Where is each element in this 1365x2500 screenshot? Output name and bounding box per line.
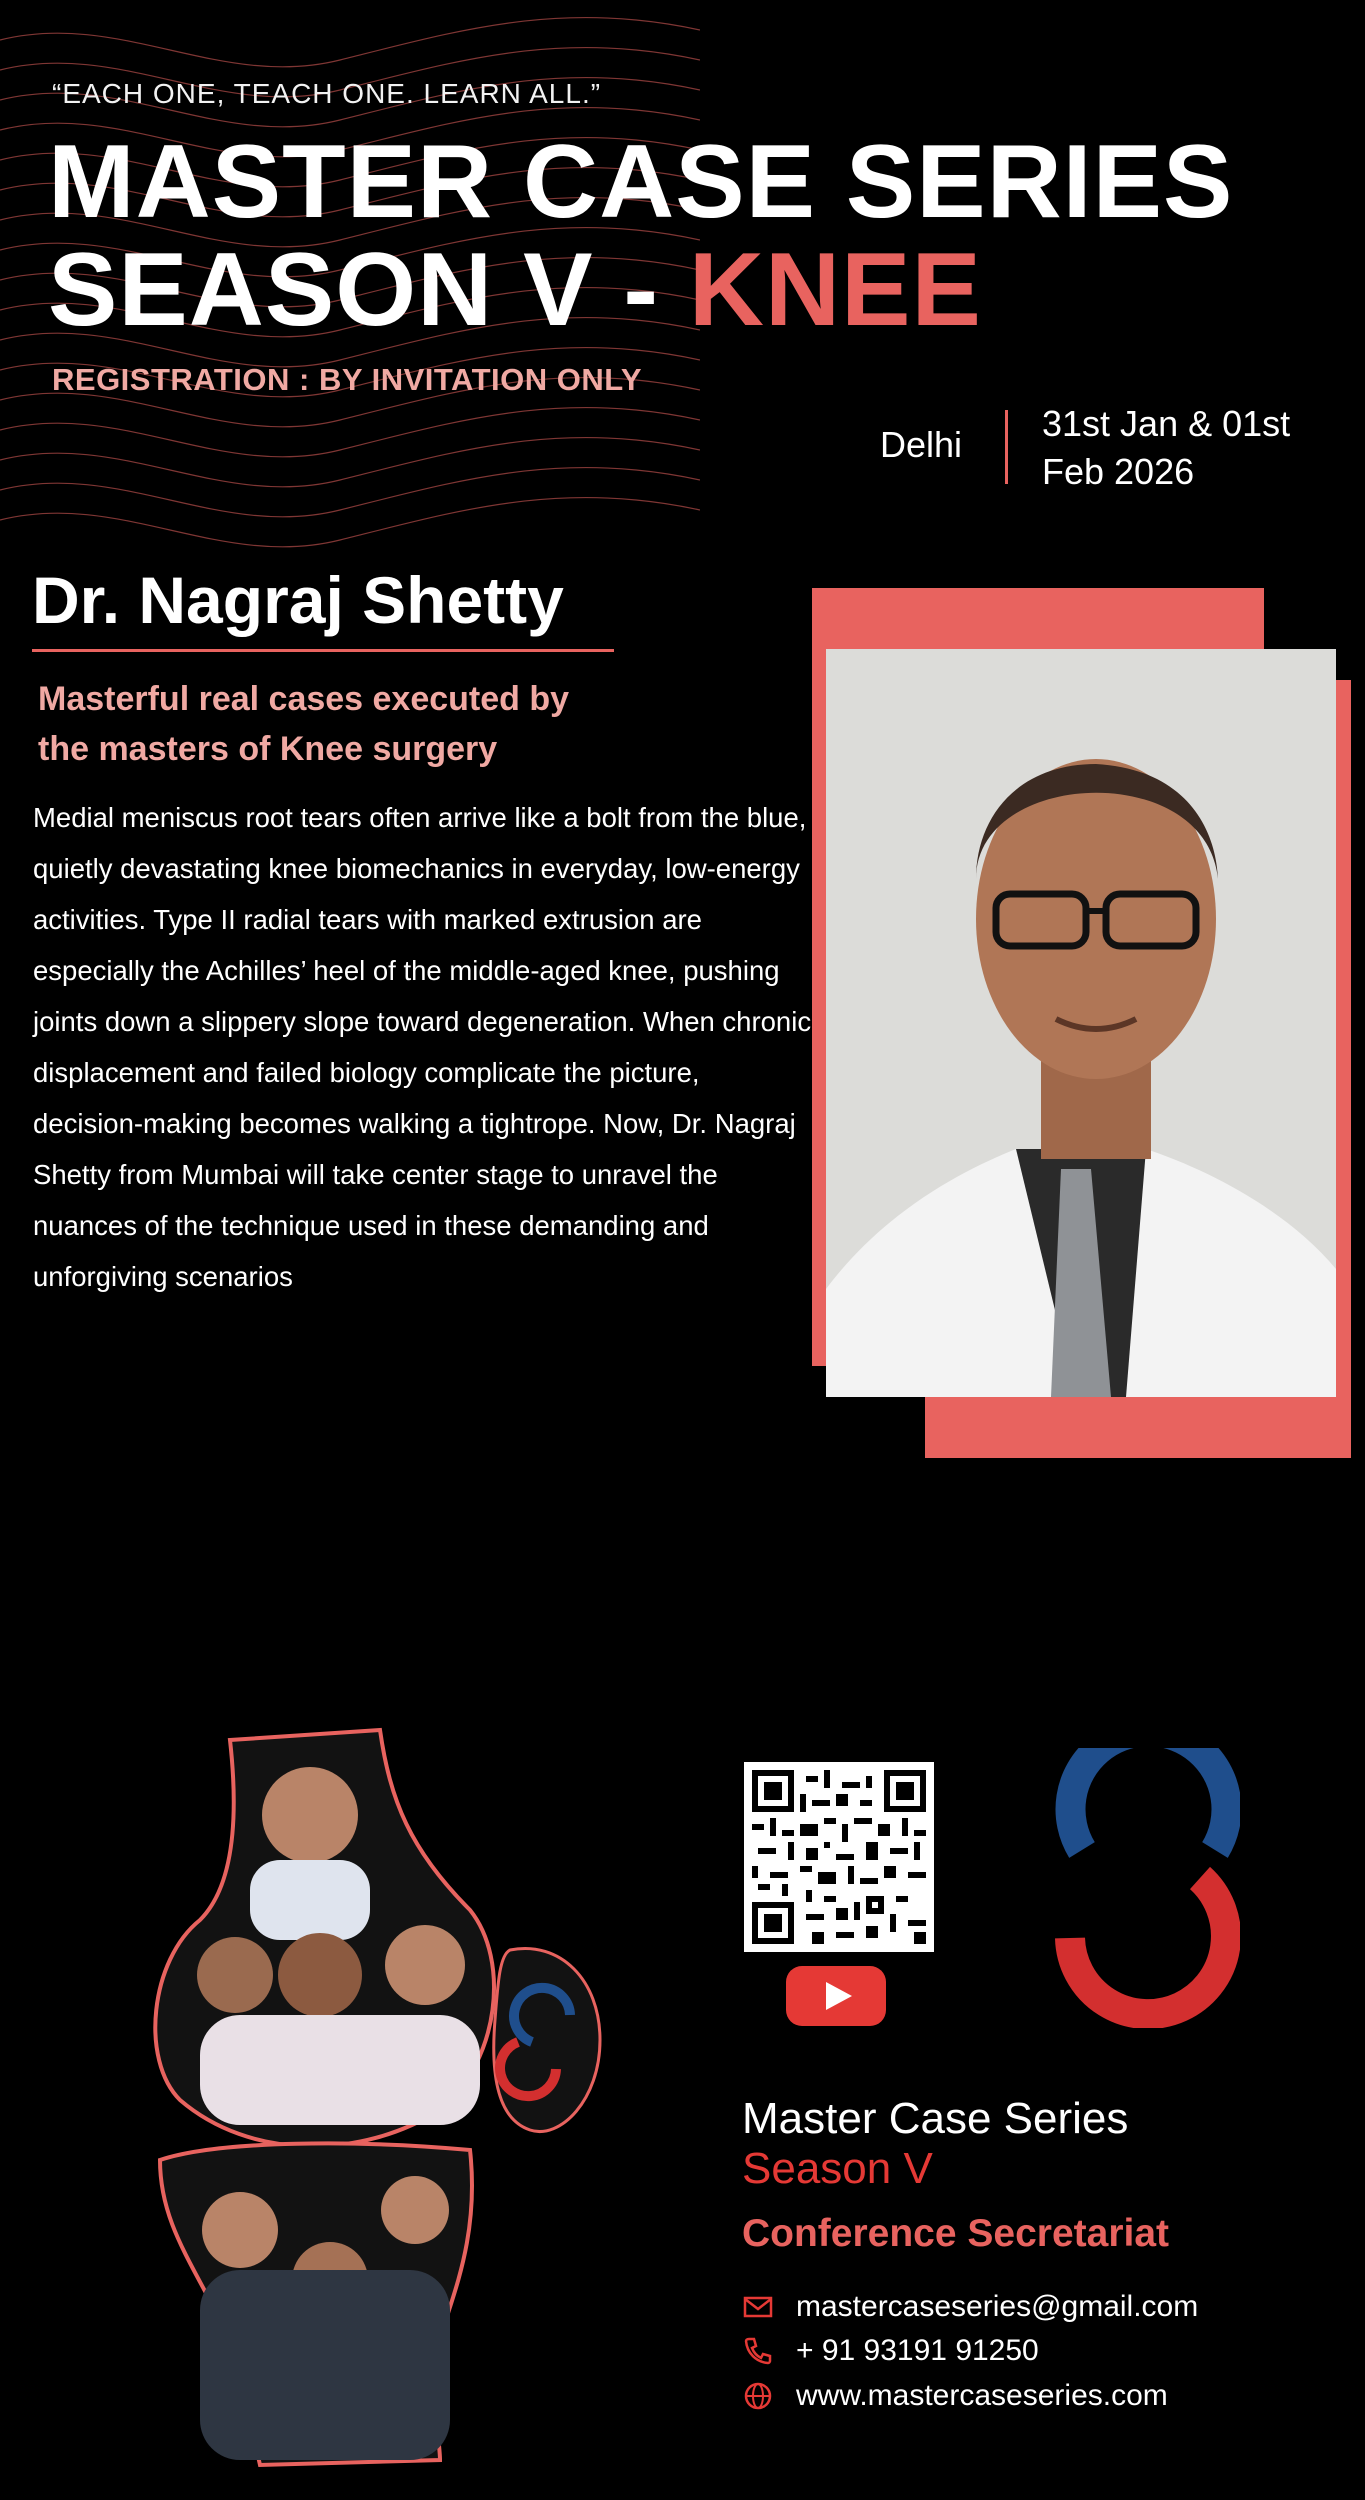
speaker-subtitle	[38, 674, 738, 774]
speaker-name: Dr. Nagraj Shetty	[32, 563, 564, 637]
qr-code[interactable]	[744, 1762, 934, 1952]
title-line-2	[48, 232, 1233, 348]
speaker-underline	[32, 649, 614, 652]
title-highlight: KNEE	[688, 232, 982, 348]
divider	[1005, 410, 1008, 484]
mail-icon	[742, 2291, 774, 2323]
event-city: Delhi	[880, 424, 963, 465]
brand-season: Season V	[742, 2144, 933, 2193]
brand-name: Master Case Series	[742, 2094, 1129, 2143]
patella-shape-outline	[494, 1948, 600, 2131]
event-date	[1042, 400, 1342, 496]
secretariat-heading: Conference Secretariat	[742, 2212, 1170, 2255]
speaker-description: Medial meniscus root tears often arrive like a bolt from the blue, quietly devastating knee biomechanics in everyday, low-energy activities. Type II radial tears with marked extrusion are especially the Achilles’ heel of the middle-aged knee, pushing joints down a slippery slope toward degeneration. When chronic displacement and failed biology complicate the picture, decision-making becomes walking a tightrope. Now, Dr. Nagraj Shetty from Mumbai will take center stage to unravel the nuances of the technique used in these demanding and unforgiving scenarios	[33, 802, 812, 1292]
phone-text[interactable]: + 91 93191 91250	[796, 2334, 1039, 2367]
faculty-collage	[140, 1720, 620, 2480]
qr-code-pattern	[752, 1770, 926, 1944]
mcs-logo	[1040, 1748, 1240, 2028]
event-title	[48, 124, 1234, 348]
subtitle-line-1: Masterful real cases executed by	[38, 680, 570, 718]
registration-note: REGISTRATION : BY INVITATION ONLY	[52, 362, 643, 397]
speaker-photo	[826, 649, 1336, 1397]
phone-icon	[742, 2335, 774, 2367]
website-text[interactable]: www.mastercaseseries.com	[796, 2379, 1168, 2412]
title-line-1: MASTER CASE SERIES	[48, 124, 1234, 240]
contact-website[interactable]	[742, 2379, 1168, 2413]
date-line-2: Feb 2026	[1042, 451, 1195, 492]
speaker-portrait	[826, 649, 1336, 1397]
tagline: “EACH ONE, TEACH ONE. LEARN ALL.”	[52, 78, 602, 109]
title-season: SEASON V -	[48, 232, 659, 348]
youtube-icon[interactable]	[786, 1966, 886, 2026]
contact-phone[interactable]	[742, 2334, 1039, 2368]
contact-email[interactable]	[742, 2290, 1198, 2324]
subtitle-line-2: the masters of Knee surgery	[38, 730, 498, 768]
globe-icon	[742, 2380, 774, 2412]
email-text[interactable]: mastercaseseries@gmail.com	[796, 2290, 1199, 2323]
date-line-1: 31st Jan & 01st	[1042, 403, 1291, 444]
